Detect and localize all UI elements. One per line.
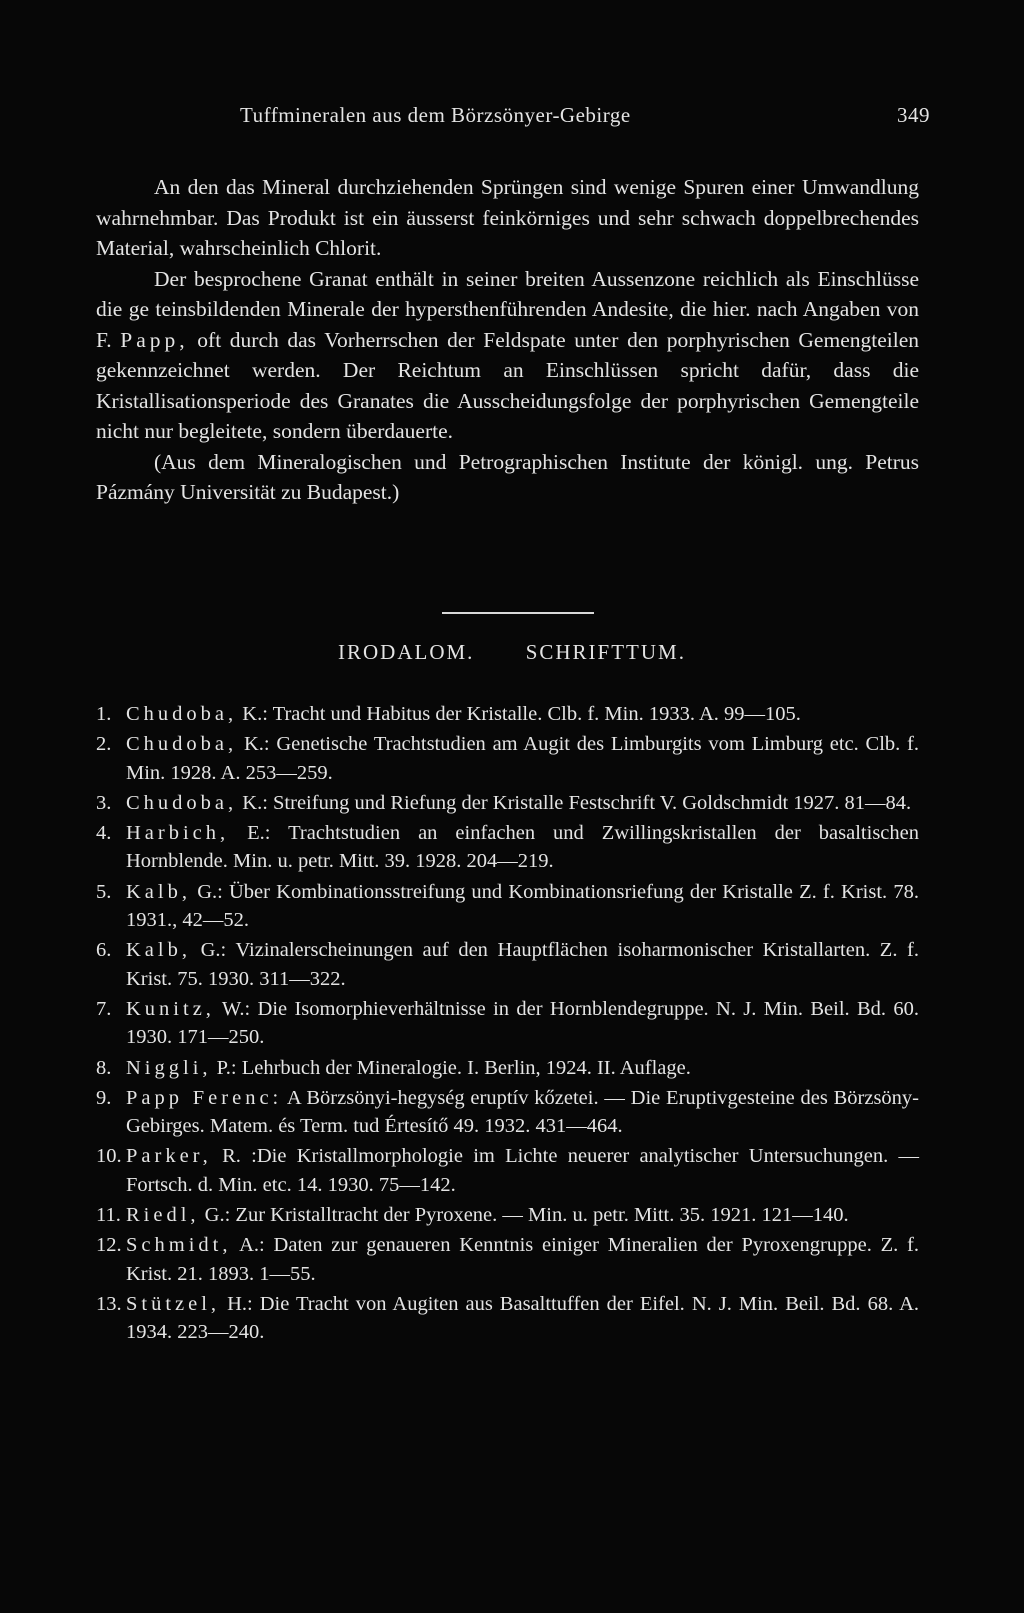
reference-number: 7. xyxy=(96,997,112,1020)
reference-item xyxy=(96,730,919,787)
reference-number: 3. xyxy=(96,791,112,814)
reference-author: Kalb, xyxy=(126,939,191,962)
section-divider xyxy=(442,612,594,614)
reference-number: 5. xyxy=(96,880,112,903)
reference-author: Kunitz, xyxy=(126,997,215,1020)
reference-number: 1. xyxy=(96,703,112,725)
reference-number: 8. xyxy=(96,1056,112,1079)
heading-german: SCHRIFTTUM. xyxy=(525,640,686,664)
institute-source: (Aus dem Mineralogischen und Petrographischen Institute der königl. ung. Petrus Pázmány Universität zu Budapest.) xyxy=(96,449,919,504)
reference-number: 11. xyxy=(96,1204,121,1227)
reference-item xyxy=(96,819,919,876)
reference-number: 2. xyxy=(96,733,112,756)
reference-item xyxy=(96,1231,919,1288)
reference-author: Papp Ferenc: xyxy=(126,1086,283,1109)
reference-text: A Börzsönyi-hegység eruptív kőzetei. — Die Eruptivgesteine des Börzsöny-Gebirges. Matem. és Term. tud Értesítő 49. 1932. 431—464. xyxy=(126,1086,919,1138)
reference-author: Chudoba, xyxy=(126,703,238,725)
paragraph-2-author: Papp, xyxy=(120,327,189,352)
reference-text: A.: Daten zur genaueren Kenntnis einiger Mineralien der Pyroxengruppe. Z. f. Krist. 21. 1893. 1—55. xyxy=(126,1234,919,1285)
reference-number: 9. xyxy=(96,1086,112,1109)
reference-author: Parker, xyxy=(126,1145,212,1168)
reference-item xyxy=(96,995,919,1052)
paragraph-2 xyxy=(96,264,919,447)
heading-hungarian: IRODALOM. xyxy=(338,640,475,664)
reference-item xyxy=(96,700,919,728)
reference-number: 12. xyxy=(96,1234,122,1257)
references-heading xyxy=(0,640,1024,665)
reference-text: E.: Trachtstudien an einfachen und Zwillingskristallen der basaltischen Hornblende. Min. u. petr. Mitt. 39. 1928. 204—219. xyxy=(126,822,919,873)
reference-text: R. :Die Kristallmorphologie im Lichte neuerer analytischer Untersuchungen. — Fortsch. d. Min. etc. 14. 1930. 75—142. xyxy=(126,1145,919,1196)
reference-text: H.: Die Tracht von Augiten aus Basalttuffen der Eifel. N. J. Min. Beil. Bd. 68. A. 1934. 223—240. xyxy=(126,1292,920,1344)
page-number: 349 xyxy=(897,103,930,127)
reference-text: G.: Vizinalerscheinungen auf den Hauptflächen isoharmonischer Kristallarten. Z. f. Krist. 75. 1930. 311—322. xyxy=(126,939,919,990)
reference-text: K.: Tracht und Habitus der Kristalle. Clb. f. Min. 1933. A. 99—105. xyxy=(242,703,801,725)
body-text xyxy=(96,172,919,508)
running-title: Tuffmineralen aus dem Börzsönyer-Gebirge xyxy=(240,103,631,127)
reference-author: Schmidt, xyxy=(126,1234,232,1257)
reference-item xyxy=(96,1142,919,1199)
reference-author: Kalb, xyxy=(126,880,191,903)
reference-author: Niggli, xyxy=(126,1056,212,1079)
reference-number: 4. xyxy=(96,822,112,845)
reference-author: Harbich, xyxy=(126,822,230,845)
reference-item xyxy=(96,1054,919,1082)
reference-text: K.: Genetische Trachtstudien am Augit des Limburgits vom Limburg etc. Clb. f. Min. 1928. A. 253—259. xyxy=(126,733,919,784)
reference-text: G.: Über Kombinationsstreifung und Kombinationsriefung der Kristalle Z. f. Krist. 78. 1931., 42—52. xyxy=(126,880,919,932)
reference-text: P.: Lehrbuch der Mineralogie. I. Berlin, 1924. II. Auflage. xyxy=(216,1056,691,1079)
reference-list xyxy=(96,700,919,1349)
reference-author: Stützel, xyxy=(126,1292,221,1315)
reference-author: Riedl, xyxy=(126,1204,200,1227)
reference-item xyxy=(96,1201,919,1229)
reference-author: Chudoba, xyxy=(126,791,238,814)
paragraph-1: An den das Mineral durchziehenden Sprüngen sind wenige Spuren einer Umwandlung wahrnehmbar. Das Produkt ist ein äusserst feinkörniges und sehr schwach doppelbrechendes Material, wahrscheinlich Chlorit. xyxy=(96,175,919,260)
reference-item xyxy=(96,1290,919,1347)
reference-item xyxy=(96,789,919,817)
reference-text: W.: Die Isomorphieverhältnisse in der Hornblendegruppe. N. J. Min. Beil. Bd. 60. 1930. 171—250. xyxy=(126,997,919,1049)
reference-author: Chudoba, xyxy=(126,733,238,756)
reference-item xyxy=(96,878,919,935)
reference-text: K.: Streifung und Riefung der Kristalle Festschrift V. Goldschmidt 1927. 81—84. xyxy=(242,791,912,814)
reference-number: 13. xyxy=(96,1292,122,1315)
reference-item xyxy=(96,1084,919,1141)
paragraph-2-start: Der besprochene Granat enthält in seiner breiten Aussenzone reichlich als Einschlüsse die ge teinsbildenden Minerale der hypersthenführenden Andesite, die hier. nach Angaben von F. xyxy=(96,266,919,352)
reference-number: 10. xyxy=(96,1145,122,1168)
reference-text: G.: Zur Kristalltracht der Pyroxene. — Min. u. petr. Mitt. 35. 1921. 121—140. xyxy=(204,1204,849,1227)
paragraph-2-end: oft durch das Vorherrschen der Feldspate unter den porphyrischen Gemengteilen gekennzeichnet werden. Der Reichtum an Einschlüssen spricht dafür, dass die Kristallisationsperiode des Granates die Ausscheidungsfolge der porphyrischen Gemengteile nicht nur begleitete, sondern überdauerte. xyxy=(96,327,920,443)
reference-item xyxy=(96,936,919,993)
reference-number: 6. xyxy=(96,939,112,962)
